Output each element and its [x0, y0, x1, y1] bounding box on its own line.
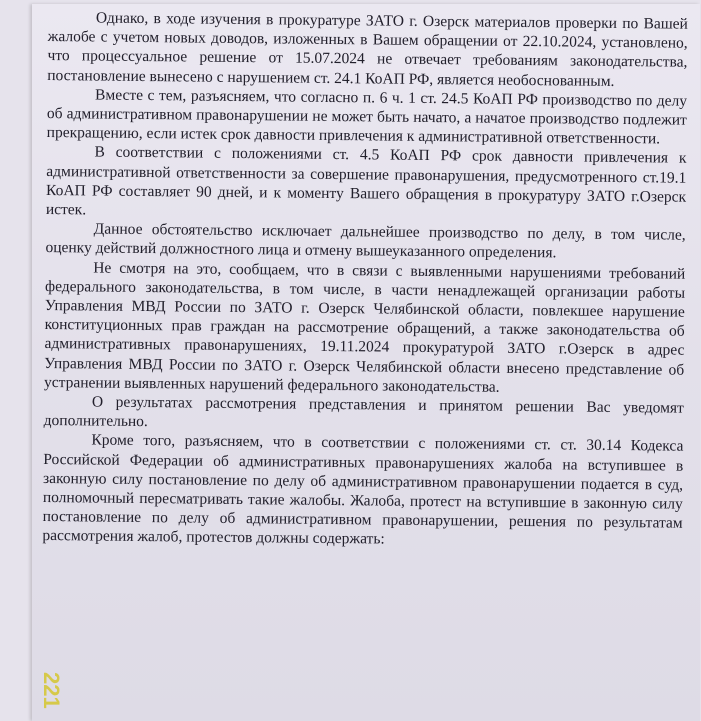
letter-body	[42, 8, 688, 552]
paragraph-5: Не смотря на это, сообщаем, что в связи с выявленными нарушениями требований федерального законодательства, в том числе, в части ненадлежащей организации работы Управления МВД России по ЗАТО г. Озерск Челябинской области, повлекшее нарушение конституционных прав граждан на рассмотрение обращений, а также законодательства об административных правонарушениях, 19.11.2024 прокуратурой ЗАТО г.Озерск в адрес Управления МВД России по ЗАТО г. Озерск Челябинской области внесено представление об устранении выявленных нарушений федерального законодательства.	[43, 259, 686, 396]
page-number-stamp: 221	[39, 672, 64, 709]
paragraph-2: Вместе с тем, разъясняем, что согласно п. 6 ч. 1 ст. 24.5 КоАП РФ производство по делу об административном правонарушении не может быть начато, а начатое производство подлежит прекращению, если истек срок давности привлечения к административной ответственности.	[46, 86, 688, 148]
paragraph-7: Кроме того, разъясняем, что в соответствии с положениями ст. ст. 30.14 Кодекса Российской Федерации об административных правонарушениях жалоба на вступившее в законную силу постановление по делу об административном правонарушении подается в суд, полномочный пересматривать такие жалобы. Жалоба, протест на вступившие в законную силу постановление по делу об административном правонарушении, решения по результатам рассмотрения жалоб, протестов должны содержать:	[42, 431, 684, 549]
paragraph-4: Данное обстоятельство исключает дальнейшее производство по делу, в том числе, оценку действий должностного лица и отмену вышеуказанного определения.	[45, 220, 686, 262]
paragraph-1: Однако, в ходе изучения в прокуратуре ЗАТО г. Озерск материалов проверки по Вашей жалобе с учетом новых доводов, изложенных в Вашем обращении от 22.10.2024, установлено, что процессуальное решение от 15.07.2024 не отвечает требованиям законодательства, постановление вынесено с нарушением ст. 24.1 КоАП РФ, является необоснованным.	[47, 9, 688, 90]
paragraph-6: О результатах рассмотрения представления и принятом решении Вас уведомят дополнительно.	[43, 393, 684, 431]
paragraph-3: В соответствии с положениями ст. 4.5 КоАП РФ срок давности привлечения к административной ответственности за совершение правонарушения, предусмотренного ст.19.1 КоАП РФ составляет 90 дней, и к моменту Вашего обращения в прокуратуру ЗАТО г.Озерск истек.	[45, 143, 687, 219]
